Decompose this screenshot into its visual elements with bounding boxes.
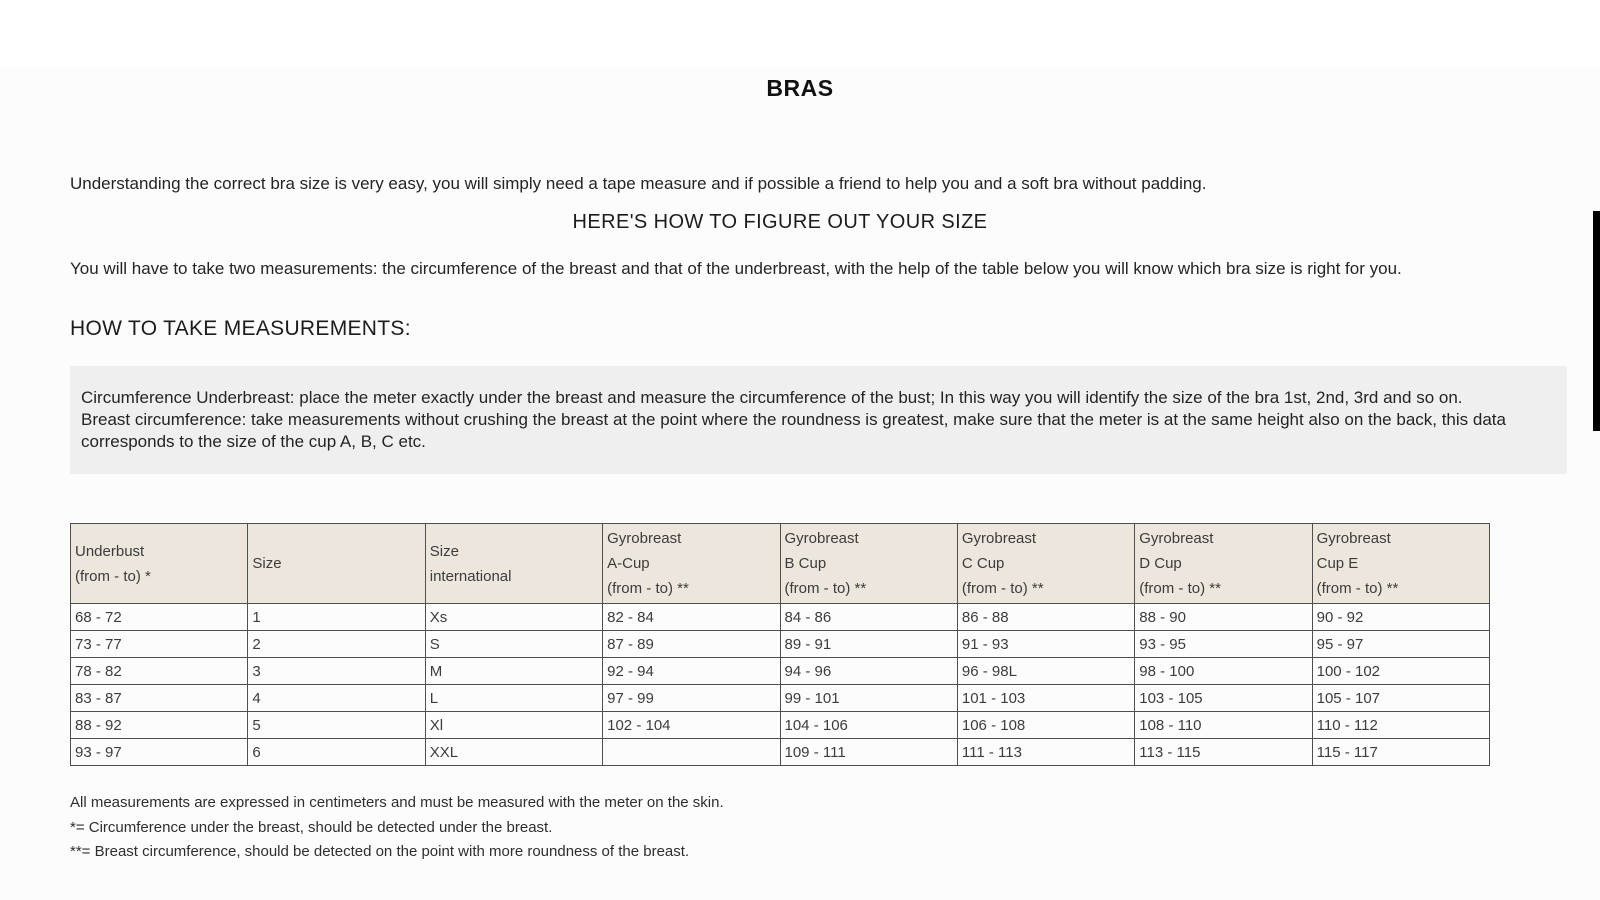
table-cell: 108 - 110 [1135,712,1312,739]
table-cell [603,739,780,766]
column-header: Gyrobreast D Cup (from - to) ** [1135,524,1312,604]
intro-paragraph: Understanding the correct bra size is very easy, you will simply need a tape measure and if possible a friend to help you and a soft bra without padding. [70,174,1207,193]
table-cell: 113 - 115 [1135,739,1312,766]
table-cell: 110 - 112 [1312,712,1489,739]
table-cell: 92 - 94 [603,658,780,685]
table-cell: 100 - 102 [1312,658,1489,685]
table-cell: 82 - 84 [603,604,780,631]
table-cell: 86 - 88 [957,604,1134,631]
measurement-instructions-box [70,366,1567,474]
table-cell: S [425,631,602,658]
table-cell: 105 - 107 [1312,685,1489,712]
table-cell: 68 - 72 [71,604,248,631]
table-cell: M [425,658,602,685]
table-cell: 104 - 106 [780,712,957,739]
table-cell: 5 [248,712,425,739]
column-header: Size [248,524,425,604]
size-table [70,523,1490,766]
table-cell: 111 - 113 [957,739,1134,766]
underbreast-instruction: Circumference Underbreast: place the meter exactly under the breast and measure the circumference of the bust; In this way you will identify the size of the bra 1st, 2nd, 3rd and so on. [81,388,1463,407]
column-header: Gyrobreast A-Cup (from - to) ** [603,524,780,604]
scrollbar-thumb[interactable] [1593,211,1600,431]
table-cell: 2 [248,631,425,658]
table-row [71,712,1490,739]
column-header: Underbust (from - to) * [71,524,248,604]
how-to-take-measurements-heading: HOW TO TAKE MEASUREMENTS: [70,317,411,340]
table-cell: 93 - 95 [1135,631,1312,658]
table-cell: 78 - 82 [71,658,248,685]
page-title: BRAS [766,75,834,96]
size-table-head [71,524,1490,604]
column-header: Gyrobreast C Cup (from - to) ** [957,524,1134,604]
table-cell: 90 - 92 [1312,604,1489,631]
size-table-body [71,604,1490,766]
table-cell: 94 - 96 [780,658,957,685]
table-cell: 3 [248,658,425,685]
table-cell: 115 - 117 [1312,739,1489,766]
table-cell: 6 [248,739,425,766]
table-row [71,658,1490,685]
table-cell: 89 - 91 [780,631,957,658]
table-cell: 87 - 89 [603,631,780,658]
table-cell: 98 - 100 [1135,658,1312,685]
table-row [71,685,1490,712]
table-cell: 95 - 97 [1312,631,1489,658]
table-cell: 97 - 99 [603,685,780,712]
page-title-clip [0,75,1600,96]
breast-circumference-instruction: Breast circumference: take measurements without crushing the breast at the point where the roundness is greatest, make sure that the meter is at the same height also on the back, this data corresponds to the size of the cup A, B, C etc. [81,410,1506,451]
footnote-centimeters: All measurements are expressed in centimeters and must be measured with the meter on the skin. [70,794,724,811]
column-header: Gyrobreast B Cup (from - to) ** [780,524,957,604]
table-cell: 101 - 103 [957,685,1134,712]
table-cell: 88 - 92 [71,712,248,739]
table-cell: 84 - 86 [780,604,957,631]
table-cell: 102 - 104 [603,712,780,739]
footnotes [70,791,1470,865]
table-cell: Xs [425,604,602,631]
table-cell: 91 - 93 [957,631,1134,658]
table-cell: Xl [425,712,602,739]
table-cell: 103 - 105 [1135,685,1312,712]
table-row [71,604,1490,631]
column-header: Size international [425,524,602,604]
footnote-single-asterisk: *= Circumference under the breast, should be detected under the breast. [70,818,553,836]
size-table-header-row [71,524,1490,604]
table-cell: 96 - 98L [957,658,1134,685]
column-header: Gyrobreast Cup E (from - to) ** [1312,524,1489,604]
table-cell: XXL [425,739,602,766]
table-cell: 88 - 90 [1135,604,1312,631]
table-cell: 106 - 108 [957,712,1134,739]
table-cell: 99 - 101 [780,685,957,712]
table-cell: 83 - 87 [71,685,248,712]
table-cell: 93 - 97 [71,739,248,766]
table-cell: L [425,685,602,712]
table-cell: 73 - 77 [71,631,248,658]
figure-out-size-heading: HERE'S HOW TO FIGURE OUT YOUR SIZE [572,211,988,233]
table-row [71,739,1490,766]
table-cell: 4 [248,685,425,712]
table-cell: 109 - 111 [780,739,957,766]
table-row [71,631,1490,658]
two-measurements-paragraph: You will have to take two measurements: the circumference of the breast and that of the underbreast, with the help of the table below you will know which bra size is right for you. [70,259,1402,278]
footnote-double-asterisk: **= Breast circumference, should be detected on the point with more roundness of the breast. [70,843,690,860]
table-cell: 1 [248,604,425,631]
